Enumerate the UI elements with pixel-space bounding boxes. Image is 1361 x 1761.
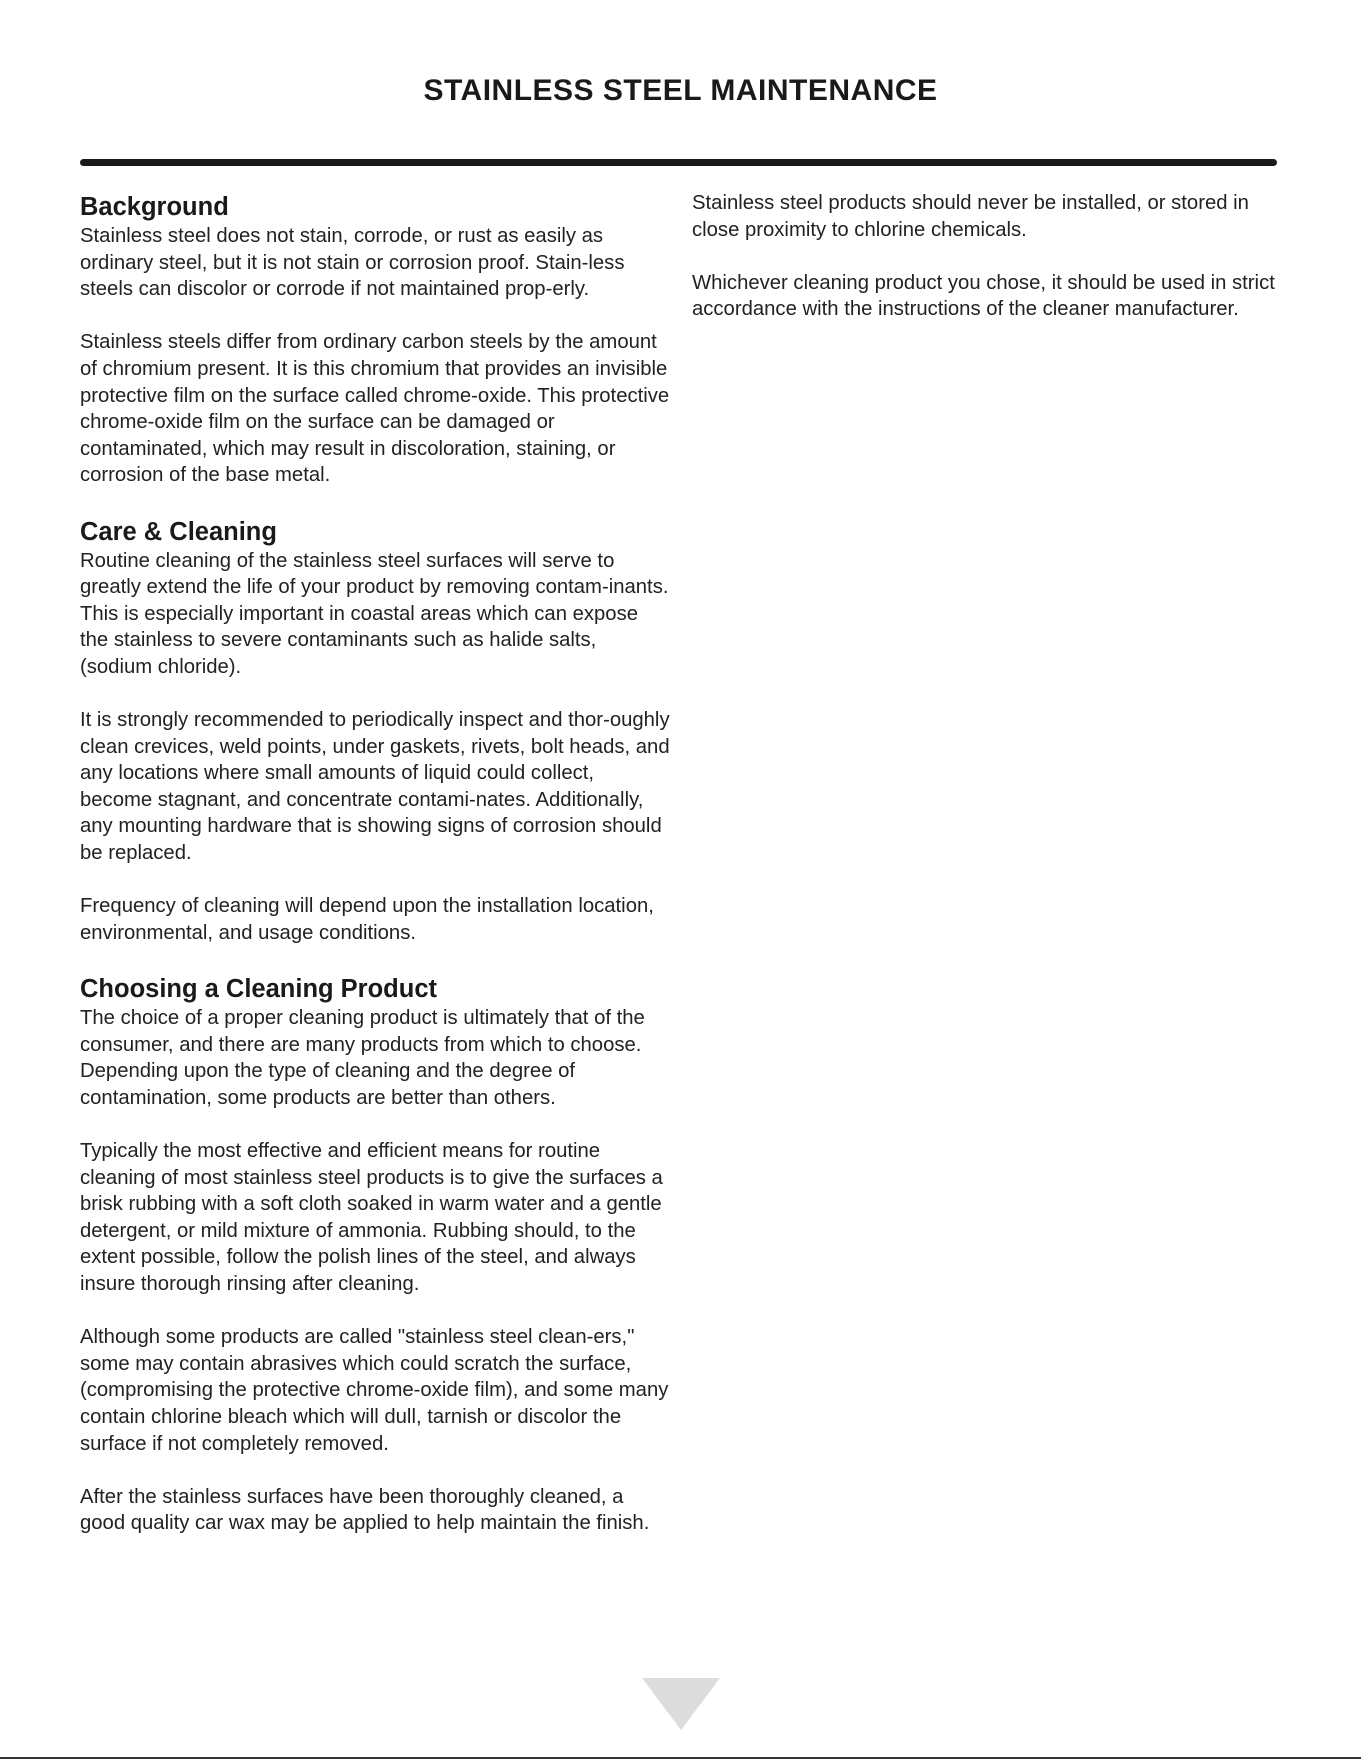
- paragraph: Although some products are called "stainless steel clean-ers," some may contain abrasives which could scratch the surface, (compromising the protective chrome-oxide film), and some many contain chlorine bleach which will dull, tarnish or discolor the surface if not completely removed.: [80, 1326, 669, 1455]
- bottom-divider: [0, 1757, 1361, 1759]
- paragraph: Frequency of cleaning will depend upon the installation location, environmental, and usage conditions.: [80, 895, 654, 944]
- paragraph: Typically the most effective and efficient means for routine cleaning of most stainless steel products is to give the surfaces a brisk rubbing with a soft cloth soaked in warm water and a gentle detergent, or mild mixture of ammonia. Rubbing should, to the extent possible, follow the polish lines of the steel, and always insure thorough rinsing after cleaning.: [80, 1140, 663, 1295]
- paragraph: Stainless steel products should never be installed, or stored in close proximity to chlorine chemicals.: [692, 192, 1249, 241]
- section-heading: Background: [80, 193, 229, 221]
- paragraph: Whichever cleaning product you chose, it should be used in strict accordance with the instructions of the cleaner manufacturer.: [692, 271, 1275, 321]
- right-column: [692, 190, 1292, 350]
- left-column: [80, 190, 670, 1564]
- page-title: STAINLESS STEEL MAINTENANCE: [423, 74, 938, 107]
- continue-arrow-icon: [642, 1678, 720, 1730]
- section-heading: Care & Cleaning: [80, 517, 277, 546]
- title-divider: [80, 159, 1277, 166]
- paragraph: The choice of a proper cleaning product is ultimately that of the consumer, and there are many products from which to choose. Depending upon the type of cleaning and the degree of contamination, some products are better than others.: [80, 1007, 645, 1109]
- section-care-cleaning: [80, 516, 670, 947]
- section-heading: Choosing a Cleaning Product: [80, 975, 438, 1004]
- section-choosing-product: [80, 973, 670, 1537]
- paragraph: Stainless steel does not stain, corrode, or rust as easily as ordinary steel, but it is not stain or corrosion proof. Stain-less steels can discolor or corrode if not maintained prop-erly.: [80, 225, 625, 301]
- paragraph: It is strongly recommended to periodically inspect and thor-oughly clean crevices, weld points, under gaskets, rivets, bolt heads, and any locations where small amounts of liquid could collect, become stagnant, and concentrate contami-nates. Additionally, any mounting hardware that is showing signs of corrosion should be replaced.: [80, 709, 670, 865]
- paragraph: Routine cleaning of the stainless steel surfaces will serve to greatly extend the life of your product by removing contam-inants. This is especially important in coastal areas which can expose the stainless to severe contaminants such as halide salts, (sodium chloride).: [80, 549, 669, 678]
- paragraph: After the stainless surfaces have been thoroughly cleaned, a good quality car wax may be applied to help maintain the finish.: [80, 1485, 650, 1535]
- section-background: [80, 191, 670, 489]
- paragraph: Stainless steels differ from ordinary carbon steels by the amount of chromium present. It is this chromium that provides an invisible protective film on the surface called chrome-oxide. This protective chrome-oxide film on the surface can be damaged or contaminated, which may result in discoloration, staining, or corrosion of the base metal.: [80, 331, 670, 487]
